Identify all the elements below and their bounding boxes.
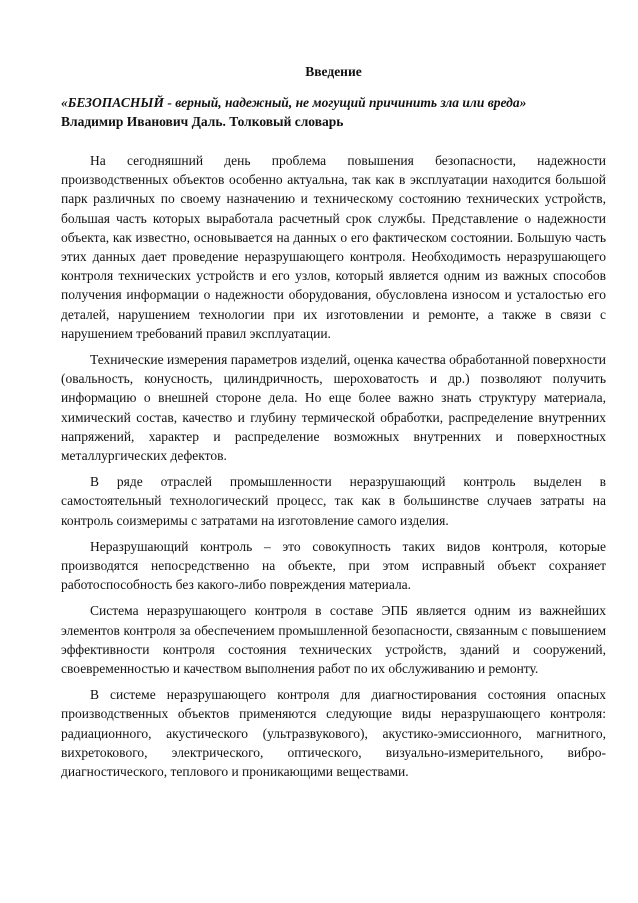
section-title: Введение	[305, 64, 362, 79]
epigraph-source: Владимир Иванович Даль. Толковый словарь	[61, 114, 344, 129]
paragraph-4: Неразрушающий контроль – это совокупность таких видов контроля, которые производятся непосредственно на объекте, при этом исправный объект сохраняет работоспособность без какого-либо повреждения материала.	[61, 538, 606, 593]
epigraph-quote: «БЕЗОПАСНЫЙ - верный, надежный, не могущий причинить зла или вреда»	[61, 95, 527, 110]
paragraph-6: В системе неразрушающего контроля для диагностирования состояния опасных производственных объектов применяются следующие виды неразрушающего контроля: радиационного, акустического (ультразвукового), акустико-эмиссионного, магнитного, вихретокового, электрического, оптического, визуально-измерительного, вибро-диагностического, теплового и проникающими веществами.	[61, 687, 606, 780]
paragraph-3: В ряде отраслей промышленности неразрушающий контроль выделен в самостоятельный технологический процесс, так как в большинстве случаев затраты на контроль соизмеримы с затратами на изготовление самого изделия.	[61, 474, 606, 528]
paragraph-2: Технические измерения параметров изделий, оценка качества обработанной поверхности (овальность, конусность, цилиндричность, шероховатость и др.) позволяют получить информацию о внешней стороне дела. Но еще более важно знать структуру материала, химический состав, качество и глубину термической обработки, распределение внутренних напряжений, характер и распределение возможных внутренних и поверхностных металлургических дефектов.	[61, 352, 606, 464]
paragraph-5: Система неразрушающего контроля в составе ЭПБ является одним из важнейших элементов контроля за обеспечением промышленной безопасности, связанным с повышением эффективности контроля состояния технических устройств, зданий и сооружений, своевременностью и качеством выполнения работ по их обслуживанию и ремонту.	[61, 603, 606, 677]
document-page	[61, 62, 606, 788]
paragraph-1: На сегодняшний день проблема повышения безопасности, надежности производственных объектов особенно актуальна, так как в эксплуатации находится большой парк различных по своему назначению и техническому состоянию технических устройств, большая часть которых выработала расчетный срок службы. Представление о надежности объекта, как известно, основывается на данных о его фактическом состоянии. Большую часть этих данных дает проведение неразрушающего контроля. Необходимость неразрушающего контроля технических устройств и его узлов, который является одним из важных способов получения информации о надежности оборудования, обусловлена износом и усталостью его деталей, нарушением технологии при их изготовлении и ремонте, а также в связи с нарушением требований правил эксплуатации.	[61, 153, 606, 341]
